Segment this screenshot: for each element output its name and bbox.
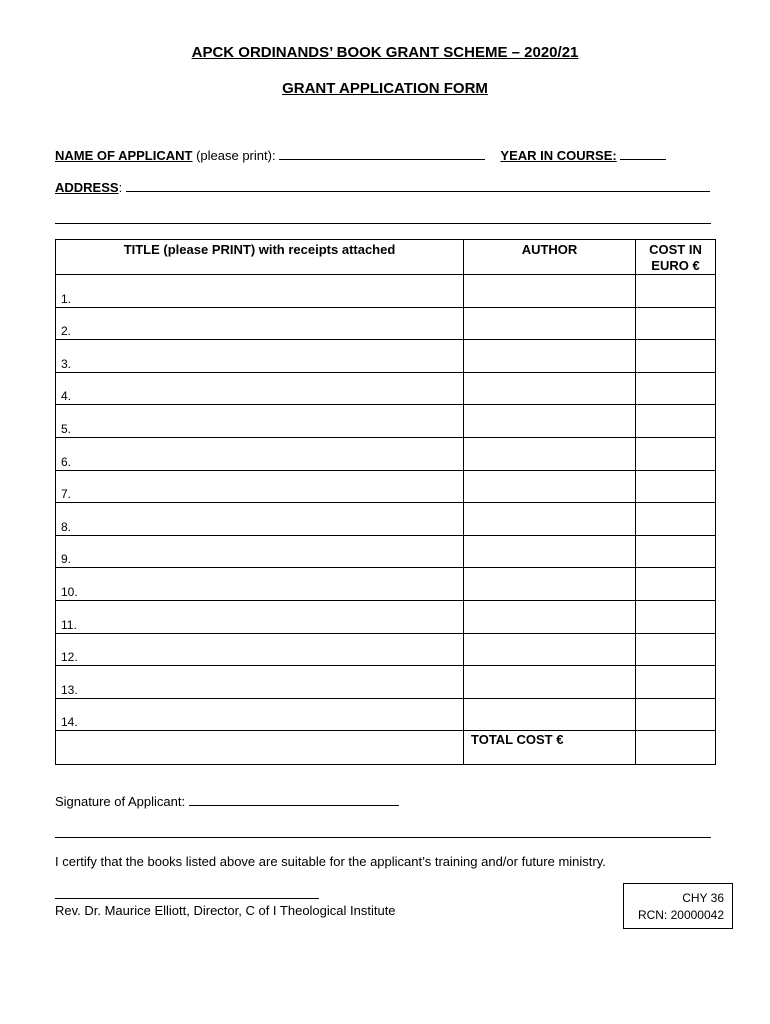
author-cell[interactable] [464,340,636,373]
signature-label: Signature of Applicant: [55,794,189,809]
table-row [56,698,716,731]
author-cell[interactable] [464,307,636,340]
cost-cell[interactable] [636,372,716,405]
total-blank-cell [56,731,464,765]
row-number: 6. [61,454,72,469]
certification-text: I certify that the books listed above are suitable for the applicant’s training and/or future ministry. [55,854,606,869]
director-signature-line[interactable] [55,898,319,899]
cost-cell[interactable] [636,600,716,633]
author-cell[interactable] [464,503,636,536]
author-cell[interactable] [464,405,636,438]
row-number: 10. [61,584,78,599]
cost-cell[interactable] [636,666,716,699]
cost-cell[interactable] [636,340,716,373]
address-row [55,179,710,195]
address-field-line-1[interactable] [126,179,710,192]
address-label: ADDRESS [55,180,119,195]
signature-field[interactable] [189,793,399,806]
cost-cell[interactable] [636,568,716,601]
row-number: 3. [61,356,72,371]
row-number: 13. [61,682,78,697]
total-row [56,731,716,765]
author-cell[interactable] [464,470,636,503]
title-cell[interactable] [56,633,464,666]
column-header-cost [636,240,716,275]
title-cell[interactable] [56,437,464,470]
cost-header-line-1: COST IN [649,242,702,257]
form-title: APCK ORDINANDS’ BOOK GRANT SCHEME – 2020/21 [191,44,579,61]
row-number: 7. [61,487,72,502]
address-field-line-2[interactable] [55,223,711,224]
total-cost-cell[interactable] [636,731,716,765]
table-row [56,633,716,666]
table-row [56,405,716,438]
table-row [56,372,716,405]
title-cell[interactable] [56,535,464,568]
books-table [55,239,716,765]
table-row [56,666,716,699]
table-row [56,470,716,503]
title-cell[interactable] [56,405,464,438]
title-cell[interactable] [56,568,464,601]
row-number: 5. [61,421,72,436]
author-cell[interactable] [464,698,636,731]
table-row [56,568,716,601]
title-cell[interactable] [56,340,464,373]
total-cost-label: TOTAL COST € [464,731,636,765]
year-field[interactable] [620,147,666,160]
row-number: 12. [61,650,78,665]
title-cell[interactable] [56,503,464,536]
author-cell[interactable] [464,633,636,666]
row-number: 11. [61,617,77,632]
title-cell[interactable] [56,666,464,699]
row-number: 9. [61,552,72,567]
table-row [56,275,716,308]
address-colon: : [118,180,123,195]
cost-cell[interactable] [636,633,716,666]
author-cell[interactable] [464,666,636,699]
author-cell[interactable] [464,437,636,470]
title-cell[interactable] [56,470,464,503]
name-hint: (please print): [192,148,280,163]
author-cell[interactable] [464,275,636,308]
row-number: 1. [61,291,72,306]
director-name: Rev. Dr. Maurice Elliott, Director, C of I Theological Institute [55,903,396,918]
row-number: 2. [61,324,72,339]
author-cell[interactable] [464,568,636,601]
charity-code: CHY 36 [682,891,724,905]
signature-row [55,793,399,809]
rcn-number: RCN: 20000042 [637,908,724,922]
name-field[interactable] [279,147,485,160]
table-row [56,600,716,633]
separator-line [55,837,711,838]
cost-cell[interactable] [636,503,716,536]
cost-cell[interactable] [636,405,716,438]
cost-cell[interactable] [636,698,716,731]
column-header-author: AUTHOR [464,240,636,275]
title-cell[interactable] [56,372,464,405]
cost-cell[interactable] [636,470,716,503]
row-number: 8. [61,519,72,534]
name-label: NAME OF APPLICANT [55,148,193,163]
title-cell[interactable] [56,698,464,731]
author-cell[interactable] [464,372,636,405]
cost-cell[interactable] [636,307,716,340]
reference-box [623,883,733,929]
cost-header-line-2: EURO € [651,258,700,273]
column-header-title: TITLE (please PRINT) with receipts attached [56,240,464,275]
title-cell[interactable] [56,275,464,308]
table-row [56,307,716,340]
author-cell[interactable] [464,600,636,633]
title-cell[interactable] [56,600,464,633]
cost-cell[interactable] [636,275,716,308]
row-number: 4. [61,389,72,404]
cost-cell[interactable] [636,437,716,470]
row-number: 14. [61,715,78,730]
table-header-row [56,240,716,275]
author-cell[interactable] [464,535,636,568]
year-label: YEAR IN COURSE: [500,148,617,163]
table-row [56,535,716,568]
table-row [56,503,716,536]
title-cell[interactable] [56,307,464,340]
applicant-name-row [55,147,666,163]
cost-cell[interactable] [636,535,716,568]
table-row [56,437,716,470]
table-row [56,340,716,373]
form-subtitle: GRANT APPLICATION FORM [282,80,488,97]
